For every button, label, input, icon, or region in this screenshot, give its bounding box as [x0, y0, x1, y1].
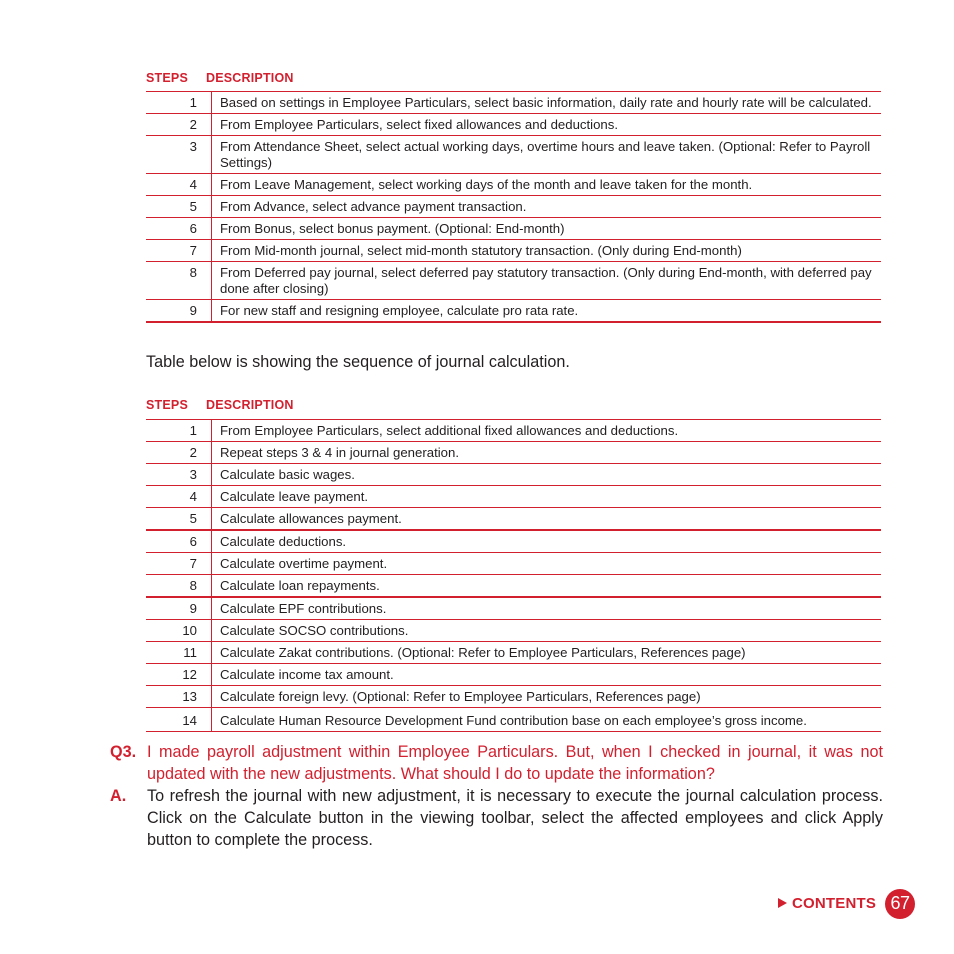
steps-table-generation: [146, 91, 881, 323]
step-description: Calculate SOCSO contributions.: [220, 623, 409, 638]
question-text: I made payroll adjustment within Employee Particulars. But, when I checked in journal, it was not updated with the new adjustments. What should I do to update the information?: [147, 743, 883, 783]
table-row: [146, 686, 881, 708]
step-number: 2: [146, 442, 212, 464]
intro-paragraph: Table below is showing the sequence of journal calculation.: [146, 353, 570, 371]
step-description: Calculate Human Resource Development Fund contribution base on each employee’s gross income.: [220, 713, 807, 728]
steps-heading: STEPS: [146, 71, 188, 85]
description-heading: DESCRIPTION: [206, 71, 294, 85]
table-row: [146, 196, 881, 218]
table-row: [146, 136, 881, 174]
table-row: [146, 620, 881, 642]
steps-table-calculation: [146, 419, 881, 732]
step-description: Calculate leave payment.: [220, 489, 369, 504]
step-number: 6: [146, 218, 212, 240]
step-description: Calculate allowances payment.: [220, 511, 402, 526]
table1-header: [146, 71, 881, 87]
table-row: [146, 464, 881, 486]
step-description: From Bonus, select bonus payment. (Optional: End-month): [220, 221, 565, 236]
table-row: [146, 486, 881, 508]
answer-label: A.: [110, 787, 127, 805]
step-number: 4: [146, 174, 212, 196]
answer-text: To refresh the journal with new adjustment, it is necessary to execute the journal calculation process. Click on the Calculate button in the viewing toolbar, select the affected employees and click Apply button to complete the process.: [147, 787, 883, 849]
table-row: [146, 708, 881, 732]
table-row: [146, 300, 881, 323]
step-number: 7: [146, 553, 212, 575]
step-number: 8: [146, 262, 212, 300]
table-row: [146, 530, 881, 553]
step-description: From Employee Particulars, select fixed allowances and deductions.: [220, 117, 619, 132]
step-description: Calculate foreign levy. (Optional: Refer to Employee Particulars, References page): [220, 689, 701, 704]
step-number: 3: [146, 136, 212, 174]
step-number: 11: [146, 642, 212, 664]
step-description: From Attendance Sheet, select actual working days, overtime hours and leave taken. (Optional: Refer to Payroll Settings): [220, 139, 871, 170]
faq-question: [110, 741, 882, 785]
steps-heading: STEPS: [146, 398, 188, 412]
faq-answer: [110, 785, 882, 851]
question-label: Q3.: [110, 743, 137, 761]
table-row: [146, 92, 881, 114]
play-triangle-icon: [778, 898, 787, 908]
table-row: [146, 420, 881, 442]
step-description: From Employee Particulars, select additional fixed allowances and deductions.: [220, 423, 679, 438]
step-description: Calculate Zakat contributions. (Optional: Refer to Employee Particulars, References page): [220, 645, 746, 660]
step-number: 5: [146, 196, 212, 218]
table-row: [146, 664, 881, 686]
step-description: Calculate loan repayments.: [220, 578, 380, 593]
table-row: [146, 553, 881, 575]
step-description: Calculate basic wages.: [220, 467, 355, 482]
step-description: Calculate EPF contributions.: [220, 601, 387, 616]
step-number: 9: [146, 300, 212, 323]
table-row: [146, 240, 881, 262]
step-number: 9: [146, 597, 212, 620]
table-row: [146, 642, 881, 664]
step-description: Based on settings in Employee Particulars, select basic information, daily rate and hourly rate will be calculated.: [220, 95, 872, 110]
table-row: [146, 262, 881, 300]
step-number: 4: [146, 486, 212, 508]
table-row: [146, 508, 881, 531]
step-description: Calculate deductions.: [220, 534, 347, 549]
table-row: [146, 597, 881, 620]
contents-label[interactable]: CONTENTS: [792, 895, 877, 912]
step-description: From Deferred pay journal, select deferred pay statutory transaction. (Only during End-month, with deferred pay done after closing): [220, 265, 872, 296]
step-number: 1: [146, 92, 212, 114]
step-description: For new staff and resigning employee, calculate pro rata rate.: [220, 303, 579, 318]
step-number: 10: [146, 620, 212, 642]
step-description: Calculate overtime payment.: [220, 556, 388, 571]
page-number-badge: 67: [885, 889, 915, 919]
table-row: [146, 218, 881, 240]
table-row: [146, 174, 881, 196]
step-description: From Mid-month journal, select mid-month statutory transaction. (Only during End-month): [220, 243, 742, 258]
table-row: [146, 114, 881, 136]
step-number: 3: [146, 464, 212, 486]
step-number: 5: [146, 508, 212, 531]
table-row: [146, 442, 881, 464]
step-description: Repeat steps 3 & 4 in journal generation.: [220, 445, 459, 460]
step-description: From Leave Management, select working days of the month and leave taken for the month.: [220, 177, 753, 192]
description-heading: DESCRIPTION: [206, 398, 294, 412]
step-description: From Advance, select advance payment transaction.: [220, 199, 527, 214]
step-number: 14: [146, 708, 212, 732]
step-number: 8: [146, 575, 212, 598]
step-number: 2: [146, 114, 212, 136]
step-description: Calculate income tax amount.: [220, 667, 394, 682]
step-number: 7: [146, 240, 212, 262]
step-number: 1: [146, 420, 212, 442]
table-row: [146, 575, 881, 598]
table2-header: [146, 398, 881, 414]
step-number: 13: [146, 686, 212, 708]
contents-link[interactable]: [778, 889, 918, 919]
step-number: 6: [146, 530, 212, 553]
step-number: 12: [146, 664, 212, 686]
